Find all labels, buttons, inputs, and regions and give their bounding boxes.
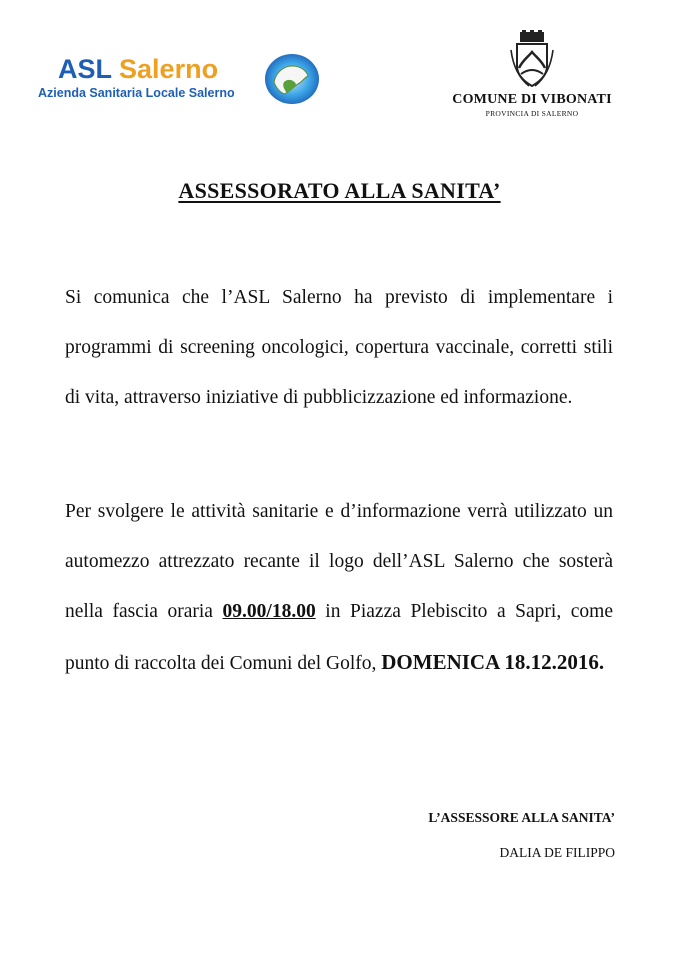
paragraph-2: [65, 487, 613, 689]
comune-name: COMUNE DI VIBONATI: [452, 92, 612, 107]
comune-crest-icon: [509, 30, 555, 88]
comune-province: PROVINCIA DI SALERNO: [485, 109, 579, 118]
asl-logo-name-part1: ASL: [58, 54, 112, 84]
paragraph-1: Si comunica che l’ASL Salerno ha previsto di implementare i programmi di screening oncologici, copertura vaccinale, corretti stili di vita, attraverso iniziative di pubblicizzazione ed informazione.: [65, 287, 613, 408]
signature-role: L’ASSESSORE ALLA SANITA’: [428, 810, 615, 825]
event-date: DOMENICA 18.12.2016.: [381, 650, 605, 674]
paragraph-2-text-middle: in Piazza Plebiscito a Sapri, come punto di raccolta dei Comuni del Golfo,: [65, 601, 613, 674]
asl-salerno-logo: [36, 50, 326, 110]
comune-header: [432, 30, 632, 118]
asl-logo-name-part2: Salerno: [119, 54, 219, 84]
document-title-text: ASSESSORATO ALLA SANITA’: [178, 178, 501, 203]
signature-name: DALIA DE FILIPPO: [499, 845, 615, 860]
asl-logo-name: [58, 56, 218, 83]
asl-logo-subtitle: Azienda Sanitaria Locale Salerno: [38, 86, 235, 100]
paragraph-2-text-before: Per svolgere le attività sanitarie e d’informazione verrà utilizzato un automezzo attrezzato recante il logo dell’ASL Salerno che sosterà nella fascia oraria: [65, 501, 613, 622]
time-range: 09.00/18.00: [222, 601, 316, 622]
asl-region-map-icon: [262, 52, 320, 106]
document-title: [0, 178, 679, 204]
